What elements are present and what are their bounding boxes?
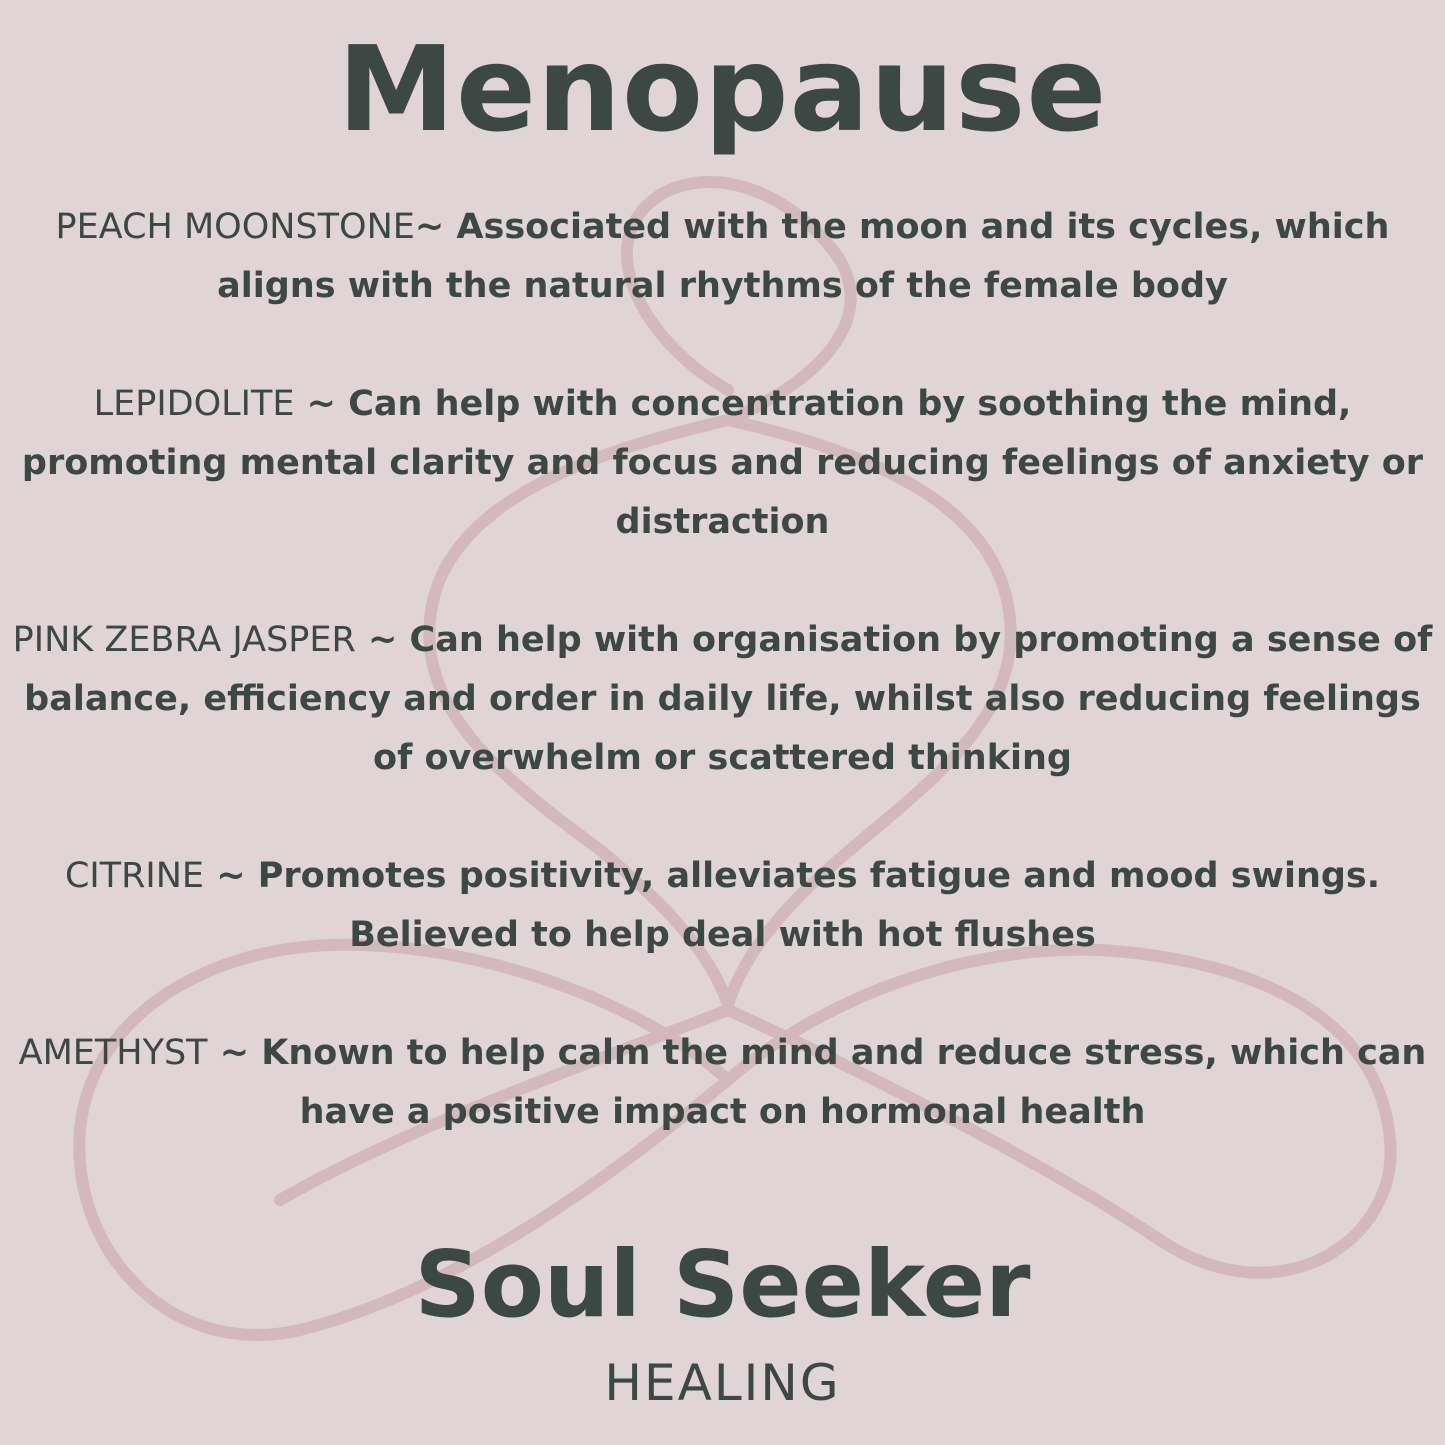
separator: ~ [355, 620, 410, 660]
crystal-description: Can help with organisation by promoting a sense of balance, efficiency and order in daily life, whilst also reducing feelings of overwhelm or scattered thinking [24, 620, 1433, 778]
crystal-description: Can help with concentration by soothing the mind, promoting mental clarity and focus and reducing feelings of anxiety or distraction [21, 384, 1424, 542]
crystal-entry-lepidolite [10, 375, 1435, 552]
crystal-list [10, 198, 1435, 1201]
crystal-entry-citrine [10, 847, 1435, 965]
separator: ~ [414, 207, 457, 247]
brand-subtitle: HEALING [604, 1354, 841, 1412]
page-title: Menopause [337, 20, 1108, 158]
crystal-description: Known to help calm the mind and reduce stress, which can have a positive impact on hormonal health [261, 1033, 1427, 1132]
crystal-entry-peach-moonstone [10, 198, 1435, 316]
separator: ~ [207, 1033, 262, 1073]
separator: ~ [294, 384, 349, 424]
crystal-entry-amethyst [10, 1024, 1435, 1142]
crystal-entry-pink-zebra-jasper [10, 611, 1435, 788]
crystal-name: LEPIDOLITE [93, 384, 295, 424]
crystal-name: PEACH MOONSTONE [55, 207, 415, 247]
crystal-description: Associated with the moon and its cycles, which aligns with the natural rhythms of the female body [217, 207, 1390, 306]
crystal-name: AMETHYST [18, 1033, 208, 1073]
crystal-name: CITRINE [64, 856, 205, 896]
brand-name: Soul Seeker [414, 1231, 1031, 1338]
crystal-name: PINK ZEBRA JASPER [12, 620, 356, 660]
separator: ~ [204, 856, 258, 896]
crystal-description: Promotes positivity, alleviates fatigue and mood swings. Believed to help deal with hot flushes [257, 856, 1381, 955]
